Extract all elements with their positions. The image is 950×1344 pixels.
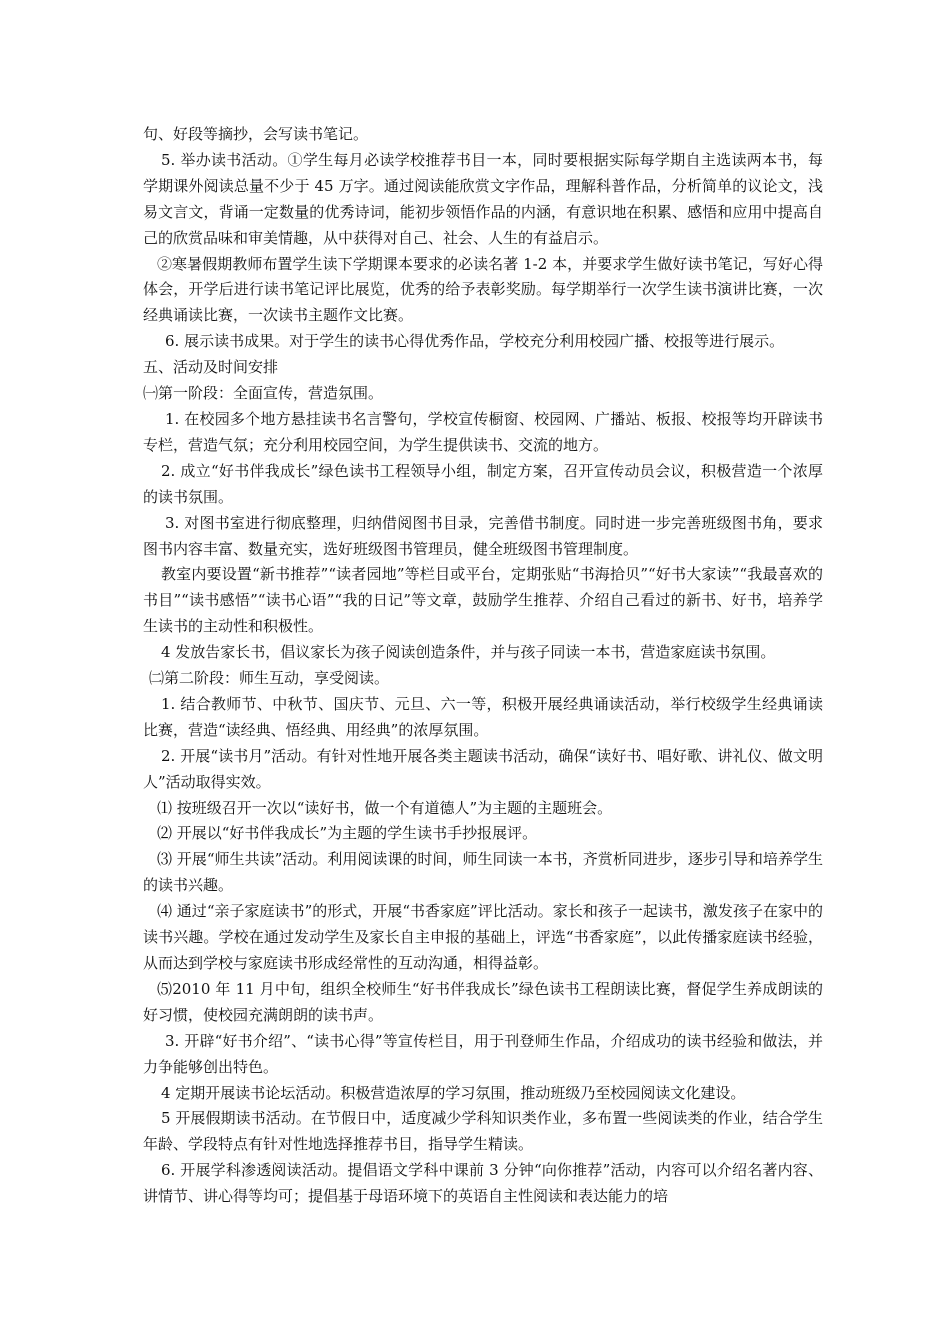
paragraph-4: 6. 展示读书成果。对于学生的读书心得优秀作品，学校充分利用校园广播、校报等进行展示。 (165, 332, 785, 351)
paragraph-7: 1. 在校园多个地方悬挂读书名言警句，学校宣传橱窗、校园网、广播站、板报、校报等均开辟读书专栏，营造气氛；充分利用校园空间，为学生提供读书、交流的地方。 (143, 409, 823, 454)
paragraph-15: ⑴ 按班级召开一次以“读好书，做一个有道德人”为主题的主题班会。 (157, 798, 613, 817)
paragraph-18: ⑷ 通过“亲子家庭读书”的形式，开展“书香家庭”评比活动。家长和孩子一起读书，激发孩子在家中的读书兴趣。学校在通过发动学生及家长自主申报的基础上，评选“书香家庭”，以此传播家庭读书经验，从而达到学校与家庭读书形成经常性的互动沟通，相得益彰。 (143, 902, 823, 972)
paragraph-1: 句、好段等摘抄，会写读书笔记。 (143, 125, 369, 143)
paragraph-16: ⑵ 开展以“好书伴我成长”为主题的学生读书手抄报展评。 (157, 824, 538, 843)
paragraph-22: 5 开展假期读书活动。在节假日中，适度减少学科知识类作业，多布置一些阅读类的作业，结合学生年龄、学段特点有针对性地选择推荐书目，指导学生精读。 (143, 1109, 823, 1154)
paragraph-3: ②寒暑假期教师布置学生读下学期课本要求的必读名著 1-2 本，并要求学生做好读书笔记，写好心得体会，开学后进行读书笔记评比展览，优秀的给予表彰奖励。每学期举行一次学生读书演讲比赛，一次经典诵读比赛，一次读书主题作文比赛。 (143, 254, 823, 325)
paragraph-21: 4 定期开展读书论坛活动。积极营造浓厚的学习氛围，推动班级乃至校园阅读文化建设。 (161, 1083, 746, 1102)
paragraph-20: 3. 开辟“好书介绍”、“读书心得”等宣传栏目，用于刊登师生作品，介绍成功的读书经验和做法，并力争能够创出特色。 (143, 1031, 823, 1076)
paragraph-13: 1. 结合教师节、中秋节、国庆节、元旦、六一等，积极开展经典诵读活动，举行校级学生经典诵读比赛，营造“读经典、悟经典、用经典”的浓厚氛围。 (143, 694, 823, 739)
paragraph-9: 3. 对图书室进行彻底整理，归纳借阅图书目录，完善借书制度。同时进一步完善班级图书角，要求图书内容丰富、数量充实，选好班级图书管理员，健全班级图书管理制度。 (143, 513, 823, 558)
paragraph-19: ⑸2010 年 11 月中旬，组织全校师生“好书伴我成长”绿色读书工程朗读比赛，督促学生养成朗读的好习惯，使校园充满朗朗的读书声。 (143, 979, 823, 1024)
paragraph-2: 5. 举办读书活动。①学生每月必读学校推荐书目一本，同时要根据实际每学期自主选读两本书，每学期课外阅读总量不少于 45 万字。通过阅读能欣赏文字作品，理解科普作品，分析简单的议论文，浅易文言文，背诵一定数量的优秀诗词，能初步领悟作品的内涵，有意识地在积累、感悟和应用中提高自己的欣赏品味和审美情趣，从中获得对自己、社会、人生的有益启示。 (143, 150, 823, 247)
paragraph-10: 教室内要设置“新书推荐”“读者园地”等栏目或平台，定期张贴“书海拾贝”“好书大家读”“我最喜欢的书目”“读书感悟”“读书心语”“我的日记”等文章，鼓励学生推荐、介绍自己看过的新书、好书，培养学生读书的主动性和积极性。 (143, 565, 823, 636)
paragraph-14: 2. 开展“读书月”活动。有针对性地开展各类主题读书活动，确保“读好书、唱好歌、讲礼仪、做文明人”活动取得实效。 (143, 746, 823, 791)
stage-heading-1: ㈠第一阶段：全面宣传，营造氛围。 (143, 384, 384, 403)
section-heading-5: 五、活动及时间安排 (143, 358, 279, 377)
document-body (143, 122, 823, 1210)
paragraph-8: 2. 成立“好书伴我成长”绿色读书工程领导小组，制定方案，召开宣传动员会议，积极营造一个浓厚的读书氛围。 (143, 461, 823, 506)
paragraph-23: 6. 开展学科渗透阅读活动。提倡语文学科中课前 3 分钟“向你推荐”活动，内容可以介绍名著内容、讲情节、讲心得等均可；提倡基于母语环境下的英语自主性阅读和表达能力的培 (143, 1161, 823, 1206)
paragraph-11: 4 发放告家长书，倡议家长为孩子阅读创造条件，并与孩子同读一本书，营造家庭读书氛围。 (161, 643, 776, 662)
paragraph-17: ⑶ 开展“师生共读”活动。利用阅读课的时间，师生同读一本书，齐赏析同进步，逐步引导和培养学生的读书兴趣。 (143, 850, 823, 895)
stage-heading-2: ㈡第二阶段：师生互动，享受阅读。 (149, 669, 390, 688)
